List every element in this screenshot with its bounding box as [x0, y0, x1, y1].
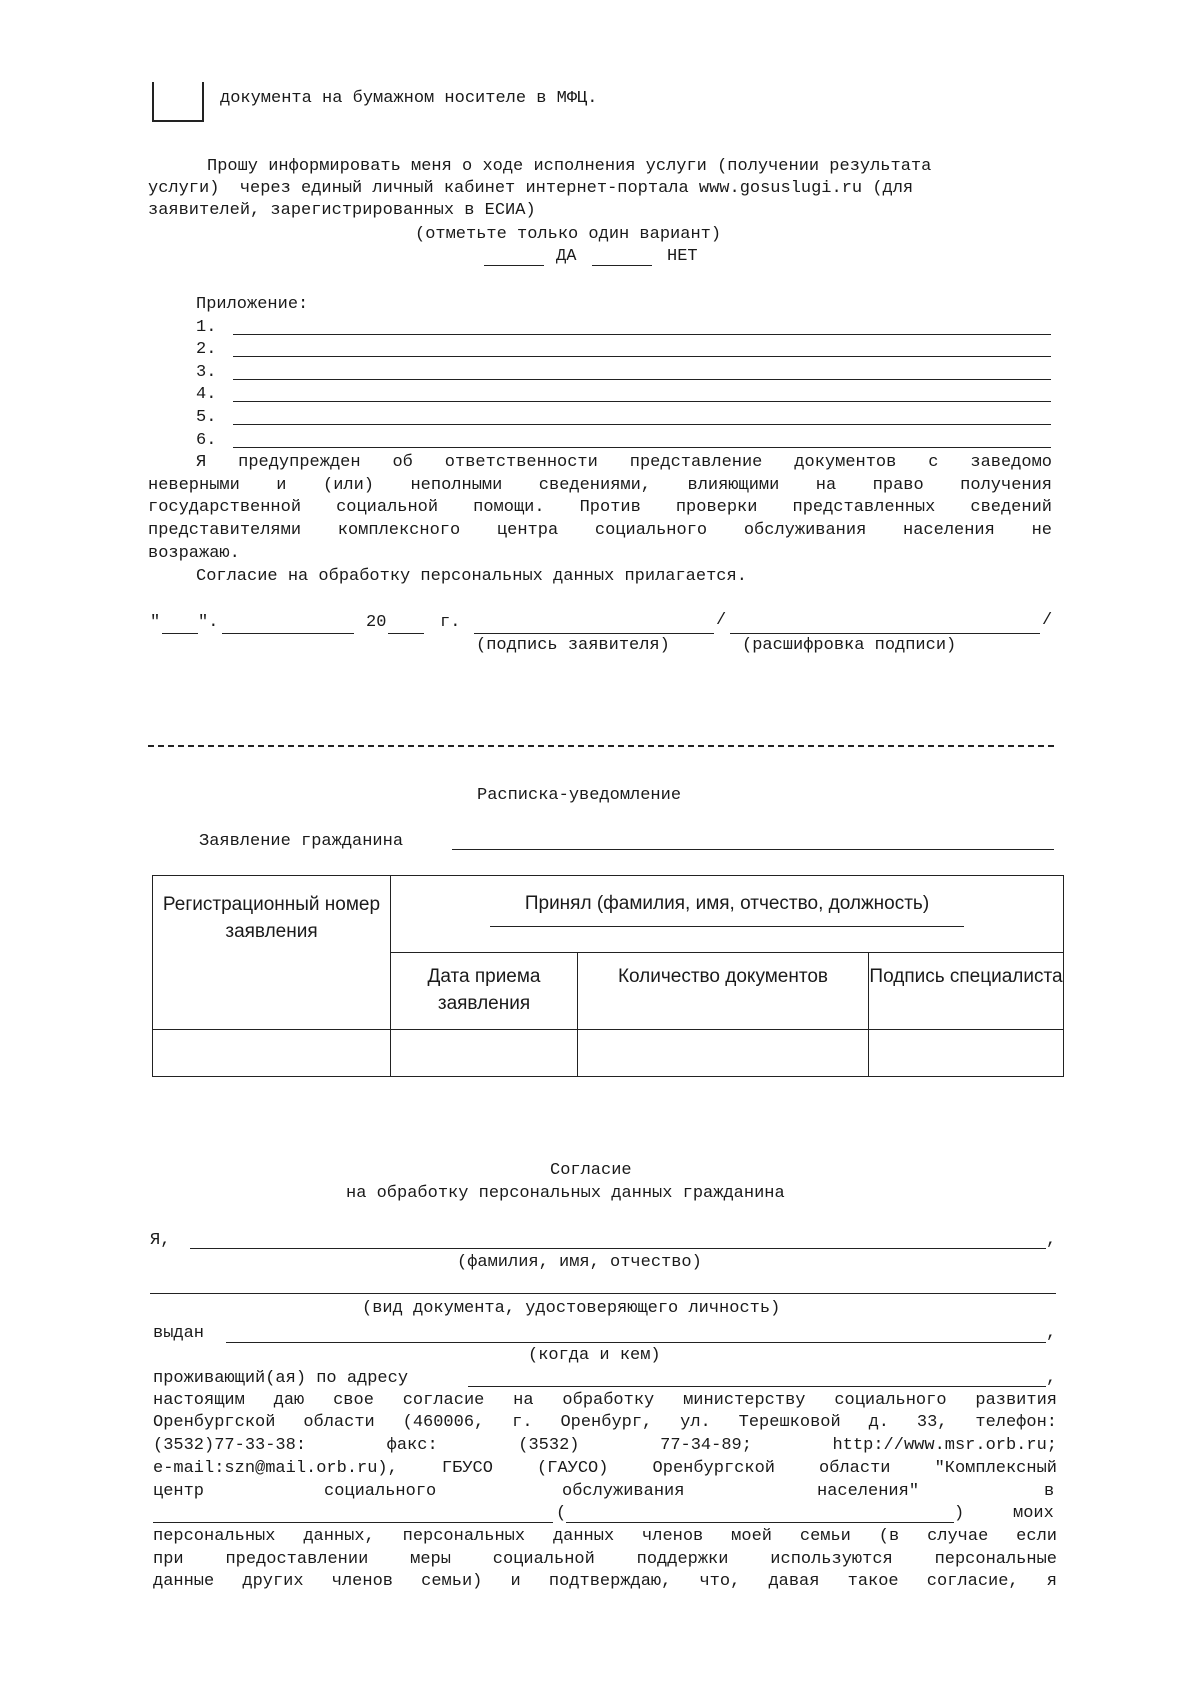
specialist-signature-header: Подпись специалиста — [869, 953, 1064, 1030]
warning-line-5: возражаю. — [148, 544, 240, 563]
issued-label: выдан — [153, 1324, 205, 1343]
attachment-number: 4. — [196, 385, 217, 404]
organization-paren-open: ( — [556, 1504, 567, 1523]
day-blank[interactable] — [162, 633, 198, 634]
year-suffix: г. — [440, 613, 461, 632]
consent-body-line-5-word-2: социального — [324, 1482, 437, 1501]
consent-body-line-9: данные других членов семьи) и подтверждаю, что, давая такое согласие, я — [153, 1572, 1057, 1591]
consent-body-line-5-word-4: населения" — [817, 1482, 920, 1501]
inform-line-2: услуги) через единый личный кабинет интернет-портала www.gosuslugi.ru (для — [148, 179, 914, 198]
warning-line-3: государственной социальной помощи. Против проверки представленных сведений — [148, 498, 1052, 517]
attachment-line[interactable] — [233, 424, 1051, 425]
attachment-number: 2. — [196, 340, 217, 359]
inform-hint: (отметьте только один вариант) — [415, 225, 722, 244]
fio-hint: (фамилия, имя, отчество) — [457, 1253, 702, 1272]
consent-body-line-1: настоящим даю свое согласие на обработку министерству социального развития — [153, 1391, 1057, 1410]
date-received-header: Дата приема заявления — [391, 953, 578, 1030]
reg-number-cell[interactable] — [153, 1030, 391, 1077]
consent-body-line-2: Оренбургской области (460006, г. Оренбург, ул. Терешковой д. 33, телефон: — [153, 1413, 1057, 1432]
address-comma: , — [1046, 1369, 1057, 1388]
yes-blank[interactable] — [484, 265, 544, 266]
consent-body-line-5-word-3: обслуживания — [562, 1482, 685, 1501]
warning-line-4: представителями комплексного центра социального обслуживания населения не — [148, 521, 1052, 540]
attachment-number: 1. — [196, 318, 217, 337]
signature-slash-1: / — [716, 611, 727, 630]
receipt-title: Расписка-уведомление — [477, 786, 682, 805]
no-label: НЕТ — [667, 247, 698, 266]
address-label: проживающий(ая) по адресу — [153, 1369, 409, 1388]
attachment-line[interactable] — [233, 401, 1051, 402]
reg-number-header: Регистрационный номер заявления — [153, 876, 391, 1030]
attachment-line[interactable] — [233, 334, 1051, 335]
consent-subtitle: на обработку персональных данных гражданина — [346, 1184, 785, 1203]
consent-attached-text: Согласие на обработку персональных данных прилагается. — [196, 567, 747, 586]
accepted-by-header: Принял (фамилия, имя, отчество, должность) — [391, 876, 1064, 953]
consent-body-line-6-end: моих — [1013, 1504, 1054, 1523]
consent-body-line-4: e-mail:szn@mail.orb.ru), ГБУСО (ГАУСО) Оренбургской области "Комплексный — [153, 1459, 1057, 1478]
cut-line — [148, 745, 1054, 747]
signature-decoding-blank[interactable] — [730, 633, 1040, 634]
attachments-title: Приложение: — [196, 295, 309, 314]
organization-paren-close: ) — [954, 1504, 965, 1523]
inform-line-3: заявителей, зарегистрированных в ЕСИА) — [148, 201, 536, 220]
consent-body-line-5-word-1: центр — [153, 1482, 205, 1501]
consent-body-line-3: (3532)77-33-38: факс: (3532) 77-34-89; http://www.msr.orb.ru; — [153, 1436, 1057, 1455]
date-quote-close: ". — [198, 613, 219, 632]
id-doc-blank[interactable] — [150, 1293, 1056, 1294]
paper-document-checkbox[interactable] — [152, 82, 204, 122]
year-blank[interactable] — [388, 633, 424, 634]
attachment-line[interactable] — [233, 447, 1051, 448]
issued-hint: (когда и кем) — [528, 1346, 661, 1365]
doc-count-header: Количество документов — [578, 953, 869, 1030]
consent-body-line-8: при предоставлении меры социальной поддержки используются персональные — [153, 1550, 1057, 1569]
consent-title: Согласие — [550, 1161, 632, 1180]
warning-line-2: неверными и (или) неполными сведениями, влияющими на право получения — [148, 476, 1052, 495]
specialist-signature-cell[interactable] — [869, 1030, 1064, 1077]
attachment-line[interactable] — [233, 356, 1051, 357]
consent-body-line-5-word-5: в — [1044, 1482, 1055, 1501]
consent-body-line-7: персональных данных, персональных данных членов моей семьи (в случае если — [153, 1527, 1057, 1546]
registration-table — [152, 875, 1064, 1077]
date-quote-open: " — [150, 613, 161, 632]
signature-slash-2: / — [1042, 611, 1053, 630]
date-received-cell[interactable] — [391, 1030, 578, 1077]
yes-label: ДА — [556, 247, 577, 266]
attachment-number: 3. — [196, 363, 217, 382]
attachment-number: 6. — [196, 431, 217, 450]
accepted-by-underline[interactable] — [490, 926, 964, 927]
applicant-signature-label: (подпись заявителя) — [476, 636, 670, 655]
month-blank[interactable] — [222, 633, 354, 634]
no-blank[interactable] — [592, 265, 652, 266]
organization-address-blank[interactable] — [566, 1522, 954, 1523]
issued-blank[interactable] — [226, 1342, 1046, 1343]
applicant-signature-blank[interactable] — [474, 633, 714, 634]
fio-comma: , — [1046, 1231, 1057, 1250]
warning-line-1: Я предупрежден об ответственности представление документов с заведомо — [196, 453, 1052, 472]
issued-comma: , — [1046, 1324, 1057, 1343]
address-blank[interactable] — [468, 1386, 1046, 1387]
i-label: Я, — [150, 1231, 171, 1250]
statement-label: Заявление гражданина — [199, 832, 404, 851]
attachment-line[interactable] — [233, 379, 1051, 380]
statement-blank[interactable] — [452, 849, 1054, 850]
organization-blank[interactable] — [153, 1522, 553, 1523]
year-prefix: 20 — [366, 613, 387, 632]
inform-line-1: Прошу информировать меня о ходе исполнения услуги (получении результата — [207, 157, 932, 176]
paper-document-option-text: документа на бумажном носителе в МФЦ. — [220, 89, 598, 108]
signature-decoding-label: (расшифровка подписи) — [742, 636, 957, 655]
attachment-number: 5. — [196, 408, 217, 427]
fio-blank[interactable] — [190, 1248, 1046, 1249]
id-doc-hint: (вид документа, удостоверяющего личность) — [362, 1299, 781, 1318]
doc-count-cell[interactable] — [578, 1030, 869, 1077]
